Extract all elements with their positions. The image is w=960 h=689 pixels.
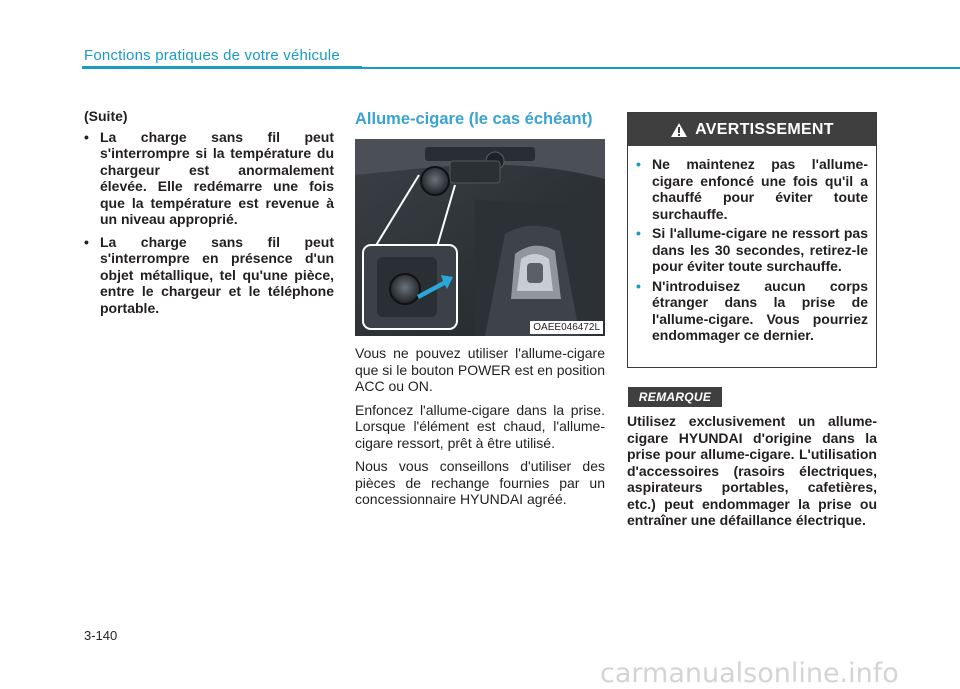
paragraph: Nous vous conseillons d'utiliser des pièces de rechange fournies par un concessionnaire HYUNDAI agréé. [355,458,605,507]
warning-body [628,146,876,344]
continued-label: (Suite) [84,108,128,124]
cigarette-lighter-photo [355,139,605,336]
figure-code: OAEE046472L [530,321,603,334]
list-item-text: Ne maintenez pas l'allume-cigare enfoncé une fois qu'il a chauffé pour éviter toute surchauffe. [652,156,868,222]
warning-header [628,113,876,146]
section-title: Allume-cigare (le cas échéant) [355,110,593,128]
bullet-icon: • [84,233,89,250]
page-number: 3-140 [84,628,118,643]
paragraph: Vous ne pouvez utiliser l'allume-cigare que si le bouton POWER est en position ACC ou ON. [355,345,605,394]
console-illustration [355,139,605,336]
bullet-icon: • [636,156,641,172]
list-item [84,129,334,228]
list-item-text: La charge sans fil peut s'interrompre si la température du chargeur est anormalement élevée. Elle redémarre une fois que la température est revenue à un niveau approprié. [100,128,334,227]
bullet-icon: • [84,128,89,145]
bullet-icon: • [636,277,641,294]
remark-badge: REMARQUE [628,387,722,407]
chapter-title: Fonctions pratiques de votre véhicule [84,47,340,64]
list-item-text: N'introduisez aucun corps étranger dans la prise de l'allume-cigare. Vous pourriez endommager ce dernier. [652,277,868,343]
bullet-icon: • [636,225,641,241]
watermark-logo: carmanualsonline.info [600,658,899,689]
remark-text: Utilisez exclusivement un allume-cigare HYUNDAI d'origine dans la prise pour allume-cigare. L'utilisation d'accessoires (rasoirs électriques, aspirateurs portables, cafetières, etc.) peut endommager la prise ou entraîner une défaillance électrique. [627,413,877,528]
paragraph: Enfoncez l'allume-cigare dans la prise. Lorsque l'élément est chaud, l'allume-cigare ressort, prêt à être utilisé. [355,401,605,451]
warning-triangle-icon [670,122,688,138]
header-rule-thin [362,67,960,69]
warning-title: AVERTISSEMENT [695,120,834,138]
middle-column [355,345,605,515]
list-item [636,156,868,222]
list-item [636,225,868,275]
warning-box [627,112,877,368]
list-item-text: La charge sans fil peut s'interrompre en présence d'un objet métallique, tel qu'une pièce, entre le chargeur et le téléphone portable. [100,233,334,316]
list-item-text: Si l'allume-cigare ne ressort pas dans les 30 secondes, retirez-le pour éviter toute surchauffe. [652,225,868,274]
list-item [84,234,334,317]
left-column [84,108,334,322]
list-item [636,278,868,344]
header-rule [82,66,362,69]
